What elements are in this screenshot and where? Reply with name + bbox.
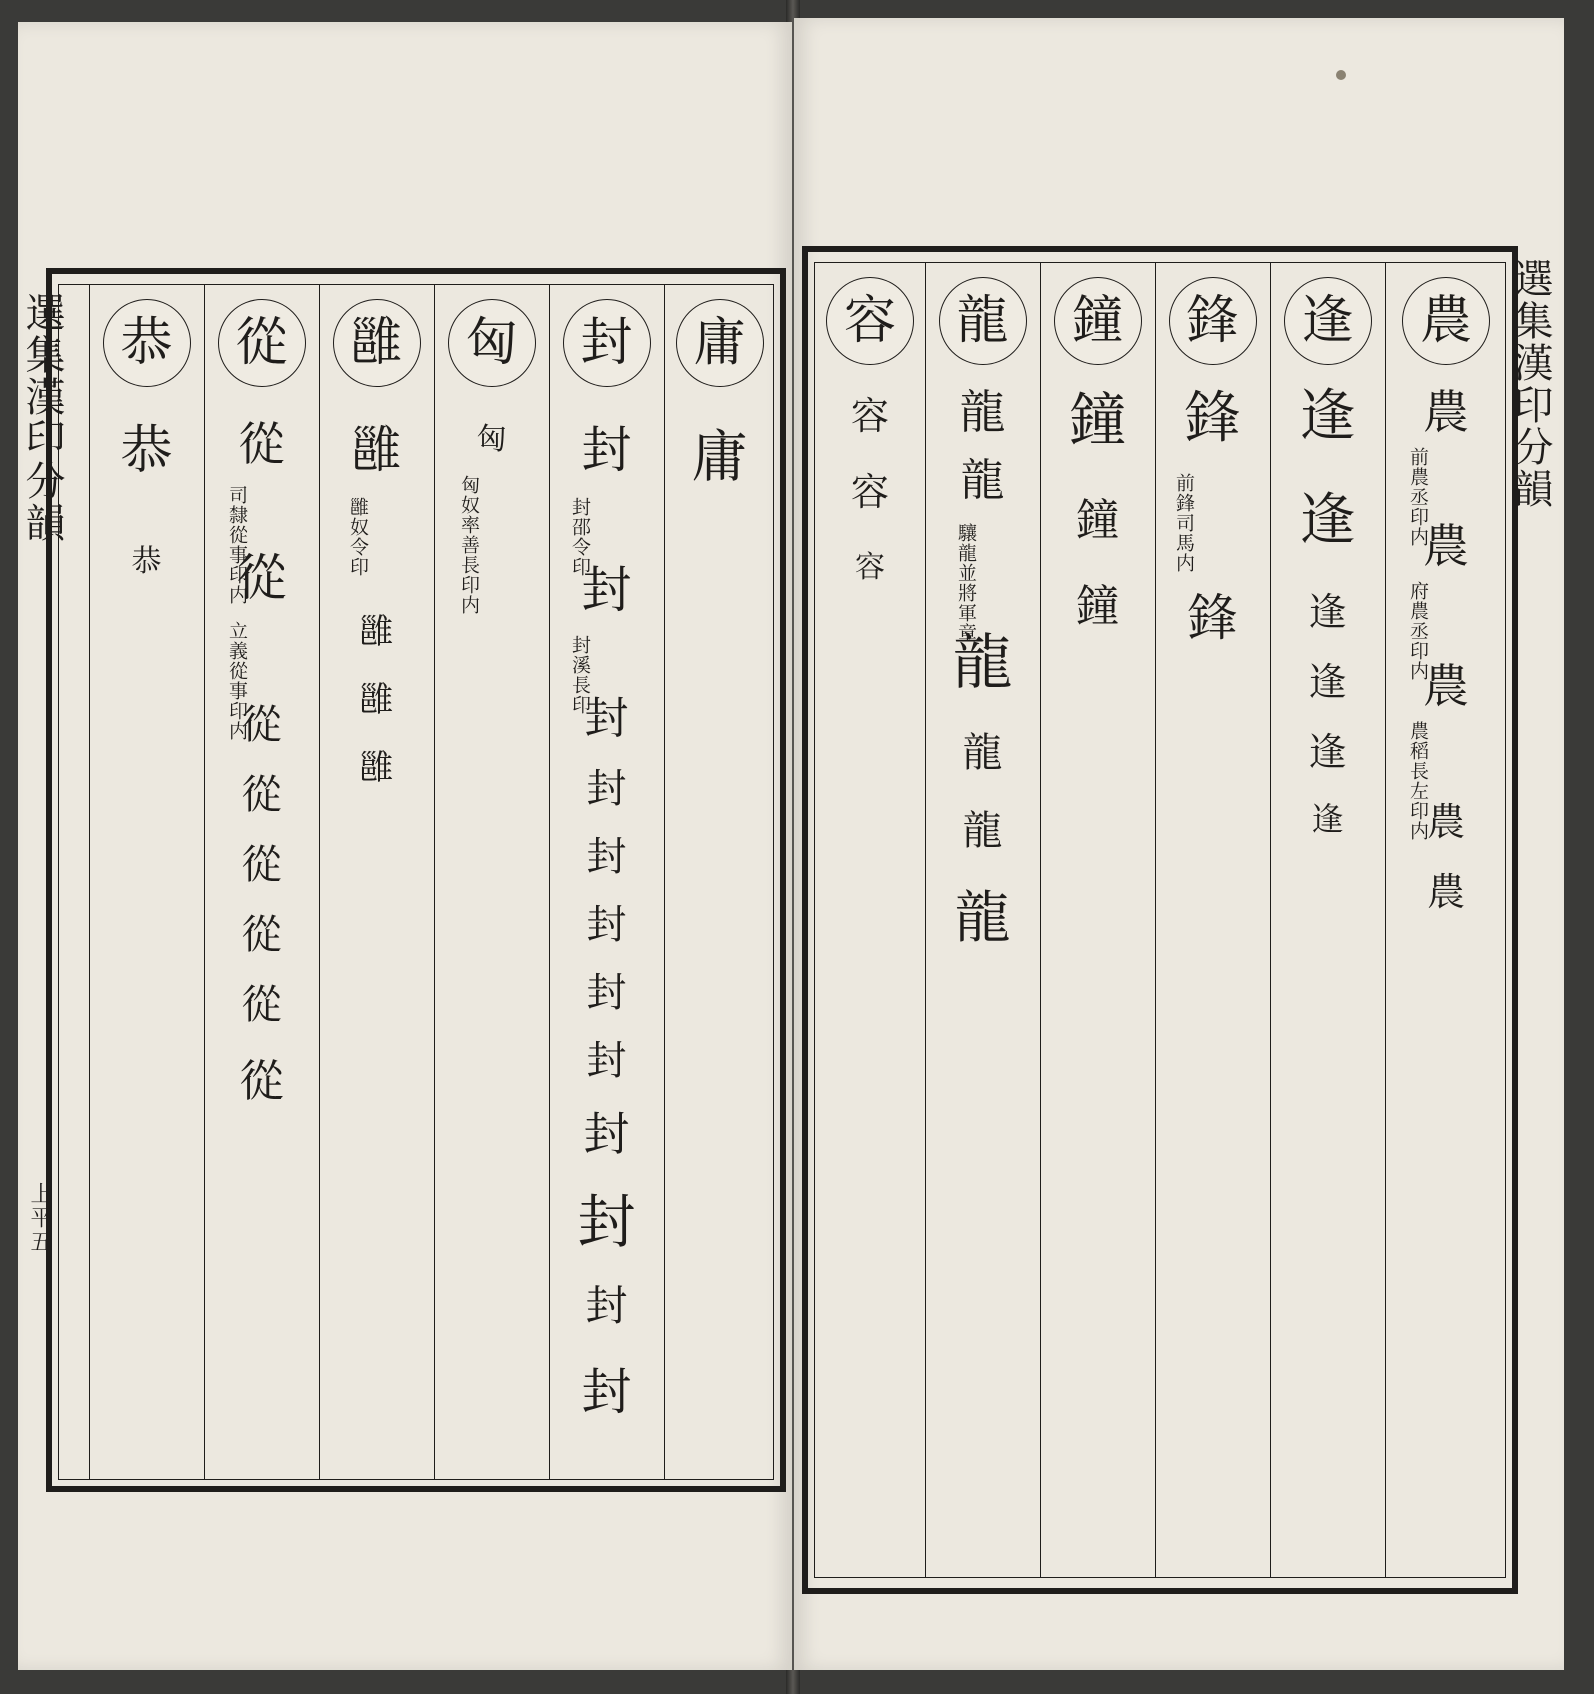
seal-form: 從 bbox=[241, 842, 282, 888]
seal-form: 封 bbox=[581, 421, 632, 479]
head-char: 封 bbox=[563, 299, 651, 387]
right-page bbox=[794, 18, 1564, 1670]
seal-form: 封 bbox=[577, 1188, 636, 1256]
head-char: 雝 bbox=[333, 299, 421, 387]
seal-form: 雝 bbox=[359, 680, 394, 720]
seal-form: 從 bbox=[236, 549, 287, 607]
left-margin-title: 選集漢印分韻 bbox=[19, 292, 65, 544]
left-folio: 上平五 bbox=[27, 1182, 52, 1254]
head-char: 鐘 bbox=[1054, 277, 1142, 365]
seal-form: 逢 bbox=[1308, 590, 1347, 634]
source-note: 驤龍並將軍章 bbox=[954, 523, 977, 643]
seal-form: 封 bbox=[584, 693, 629, 744]
right-inner-frame bbox=[814, 262, 1506, 1578]
seal-form: 逢 bbox=[1299, 488, 1356, 553]
seal-form: 逢 bbox=[1311, 800, 1344, 838]
head-char: 農 bbox=[1402, 277, 1490, 365]
head-char: 龍 bbox=[939, 277, 1027, 365]
head-char: 容 bbox=[826, 277, 914, 365]
col-cong bbox=[204, 285, 319, 1479]
source-note: 封邵令印 bbox=[568, 497, 591, 577]
seal-form: 封 bbox=[586, 970, 627, 1016]
seal-form: 鋒 bbox=[1187, 589, 1238, 647]
seal-form: 農 bbox=[1423, 519, 1469, 573]
seal-form: 龍 bbox=[952, 628, 1013, 698]
seal-form: 封 bbox=[586, 902, 627, 948]
seal-form: 從 bbox=[238, 417, 285, 471]
left-inner-frame bbox=[58, 284, 774, 1480]
seal-form: 鐘 bbox=[1068, 386, 1127, 454]
head-char: 庸 bbox=[676, 299, 764, 387]
col-gong bbox=[89, 285, 204, 1479]
head-char: 逢 bbox=[1284, 277, 1372, 365]
col-feng3 bbox=[1155, 263, 1270, 1577]
col-yong bbox=[664, 285, 775, 1479]
seal-form: 雝 bbox=[359, 612, 394, 652]
seal-form: 逢 bbox=[1308, 660, 1347, 704]
seal-form: 恭 bbox=[131, 544, 162, 579]
seal-form: 龍 bbox=[962, 808, 1003, 854]
col-nong bbox=[1385, 263, 1507, 1577]
source-note: 前鋒司馬内 bbox=[1172, 473, 1195, 573]
col-feng2 bbox=[1270, 263, 1385, 1577]
seal-form: 龍 bbox=[959, 385, 1006, 439]
seal-form: 匈 bbox=[476, 422, 507, 457]
col-xiong bbox=[434, 285, 549, 1479]
seal-form: 農 bbox=[1426, 800, 1465, 844]
seal-form: 封 bbox=[581, 1363, 632, 1421]
seal-form: 容 bbox=[850, 394, 889, 438]
source-note: 前農丞印内 bbox=[1406, 447, 1429, 547]
seal-form: 封 bbox=[586, 834, 627, 880]
seal-form: 容 bbox=[850, 470, 889, 514]
seal-form: 農 bbox=[1426, 870, 1465, 914]
seal-form: 封 bbox=[583, 1107, 630, 1161]
seal-form: 封 bbox=[586, 766, 627, 812]
seal-form: 恭 bbox=[120, 421, 173, 481]
source-note: 雝奴令印 bbox=[346, 497, 369, 577]
ink-stain bbox=[1336, 70, 1346, 80]
seal-form: 農 bbox=[1423, 385, 1469, 439]
source-note: 匈奴率善長印内 bbox=[457, 475, 480, 615]
seal-form: 從 bbox=[241, 912, 282, 958]
source-note: 司隸從事印内 bbox=[225, 485, 248, 605]
seal-form: 雝 bbox=[351, 421, 402, 479]
seal-form: 鐘 bbox=[1075, 495, 1120, 546]
seal-form: 雝 bbox=[359, 748, 394, 788]
col-feng bbox=[549, 285, 664, 1479]
seal-form: 逢 bbox=[1299, 384, 1356, 449]
seal-form: 容 bbox=[855, 550, 885, 585]
seal-form: 從 bbox=[241, 702, 282, 748]
left-page bbox=[18, 22, 792, 1670]
head-char: 鋒 bbox=[1169, 277, 1257, 365]
source-note: 農稻長左印内 bbox=[1406, 721, 1429, 841]
right-margin-title: 選集漢印分韻 bbox=[1507, 258, 1553, 510]
source-note: 封溪長印 bbox=[568, 635, 591, 715]
seal-form: 農 bbox=[1423, 659, 1469, 713]
seal-form: 鐘 bbox=[1075, 581, 1120, 632]
seal-form: 鋒 bbox=[1184, 386, 1241, 451]
seal-form: 封 bbox=[586, 1038, 627, 1084]
seal-form: 逢 bbox=[1308, 730, 1347, 774]
col-yong2 bbox=[319, 285, 434, 1479]
seal-form: 龍 bbox=[960, 455, 1005, 506]
seal-form: 龍 bbox=[954, 886, 1011, 951]
seal-form: 從 bbox=[241, 982, 282, 1028]
col-rong bbox=[815, 263, 925, 1577]
seal-form: 封 bbox=[585, 1281, 628, 1330]
head-char: 從 bbox=[218, 299, 306, 387]
seal-form: 庸 bbox=[691, 425, 748, 490]
seal-form: 從 bbox=[241, 772, 282, 818]
seal-form: 龍 bbox=[962, 730, 1003, 776]
head-char: 恭 bbox=[103, 299, 191, 387]
head-char: 匈 bbox=[448, 299, 536, 387]
seal-form: 封 bbox=[581, 561, 632, 619]
col-long bbox=[925, 263, 1040, 1577]
seal-form: 從 bbox=[239, 1056, 284, 1107]
source-note: 府農丞印内 bbox=[1406, 581, 1429, 681]
col-zhong bbox=[1040, 263, 1155, 1577]
source-note: 立義從事印内 bbox=[225, 621, 248, 741]
